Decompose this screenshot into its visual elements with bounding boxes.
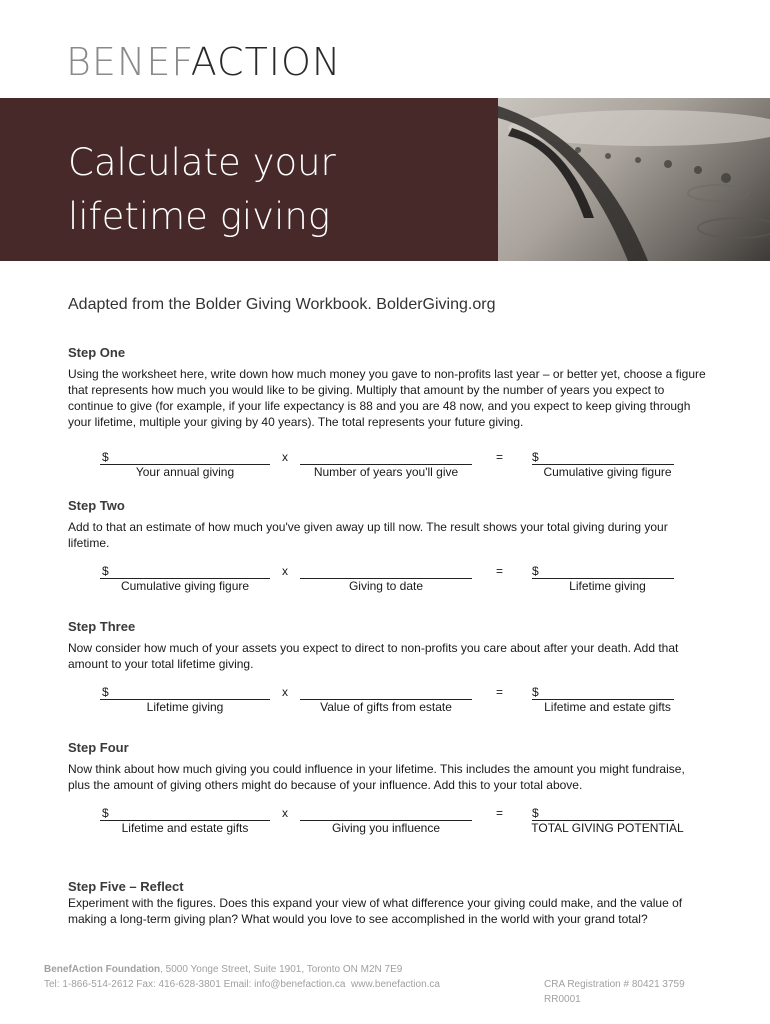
logo-part2: ACTION	[190, 40, 342, 84]
times-sign: x	[282, 806, 288, 820]
footer	[44, 962, 724, 1005]
step-one	[68, 345, 708, 430]
equals-sign: =	[496, 685, 504, 699]
dollar-sign: $	[102, 450, 109, 464]
lifetime-giving-field[interactable]	[532, 564, 674, 579]
title-line1: Calculate your	[68, 141, 336, 184]
field-label: Number of years you'll give	[313, 465, 459, 479]
step-heading: Step Five – Reflect	[68, 879, 184, 894]
step-text: Using the worksheet here, write down how much money you gave to non-profits last year – or better yet, choose a figure that represents how much you would like to be giving. Multiply that amount by the number of years you expect to continue to give (for example, if your life expectancy is 88 and you are 48 now, and you expect to keep giving through your lifetime, multiple your giving by 40 years). The total represents your future giving.	[68, 367, 706, 429]
calc-row-step-one	[100, 450, 700, 490]
equals-sign: =	[496, 806, 504, 820]
footer-org: BenefAction Foundation	[44, 964, 161, 975]
footer-contact: Tel: 1-866-514-2612 Fax: 416-628-3801 Email:	[44, 979, 255, 990]
field-label: Lifetime giving	[146, 700, 224, 714]
times-sign: x	[282, 450, 288, 464]
step-three	[68, 619, 708, 672]
lifetime-estate-gifts-field[interactable]	[100, 806, 270, 821]
cumulative-giving-field[interactable]	[532, 450, 674, 465]
field-label: Value of gifts from estate	[320, 700, 452, 714]
dollar-sign: $	[102, 685, 109, 699]
field-label: TOTAL GIVING POTENTIAL	[531, 821, 684, 835]
total-giving-potential-field[interactable]	[532, 806, 674, 821]
field-label: Lifetime and estate gifts	[544, 700, 671, 714]
field-label: Cumulative giving figure	[120, 579, 250, 593]
page-title	[68, 136, 488, 244]
times-sign: x	[282, 685, 288, 699]
cra-registration: CRA Registration # 80421 3759 RR0001	[544, 979, 685, 1005]
step-five	[68, 879, 708, 927]
dollar-sign: $	[532, 806, 539, 820]
equals-sign: =	[496, 450, 504, 464]
estate-gifts-field[interactable]	[300, 685, 472, 700]
email-link[interactable]: info@benefaction.ca	[254, 979, 346, 990]
title-line2: lifetime giving	[68, 195, 331, 238]
step-text: Now think about how much giving you could influence in your lifetime. This includes the amount you might fundraise, plus the amount of giving others might do because of your influence. Add this to your total above.	[68, 762, 685, 792]
lifetime-giving-field[interactable]	[100, 685, 270, 700]
header-banner	[0, 98, 770, 261]
step-text: Add to that an estimate of how much you've given away up till now. The result shows your total giving during your lifetime.	[68, 520, 668, 550]
dollar-sign: $	[532, 450, 539, 464]
equals-sign: =	[496, 564, 504, 578]
paddle-photo	[498, 98, 770, 261]
benefaction-logo	[66, 40, 341, 84]
step-heading: Step Two	[68, 498, 125, 513]
years-field[interactable]	[300, 450, 472, 465]
field-label: Cumulative giving figure	[543, 465, 672, 479]
step-four	[68, 740, 708, 793]
website-link[interactable]: www.benefaction.ca	[351, 979, 440, 990]
footer-address: , 5000 Yonge Street, Suite 1901, Toronto ON M2N 7E9	[160, 964, 403, 975]
step-text: Experiment with the figures. Does this expand your view of what difference your giving could make, and the value of making a long-term giving plan? What would you love to see accomplished in the world with your grand total?	[68, 896, 683, 926]
calc-row-step-four	[100, 806, 700, 846]
dollar-sign: $	[532, 564, 539, 578]
step-text: Now consider how much of your assets you expect to direct to non-profits you care about after your death. Add that amount to your total lifetime giving.	[68, 641, 679, 671]
giving-influence-field[interactable]	[300, 806, 472, 821]
paddle-image	[498, 98, 770, 261]
step-heading: Step One	[68, 345, 126, 360]
field-label: Giving you influence	[331, 821, 441, 835]
field-label: Your annual giving	[135, 465, 235, 479]
giving-to-date-field[interactable]	[300, 564, 472, 579]
dollar-sign: $	[102, 806, 109, 820]
dollar-sign: $	[532, 685, 539, 699]
annual-giving-field[interactable]	[100, 450, 270, 465]
cumulative-giving-field[interactable]	[100, 564, 270, 579]
dollar-sign: $	[102, 564, 109, 578]
subtitle: Adapted from the Bolder Giving Workbook. BolderGiving.org	[68, 296, 496, 313]
footer-address-line	[44, 962, 724, 977]
lifetime-estate-gifts-field[interactable]	[532, 685, 674, 700]
field-label: Giving to date	[348, 579, 424, 593]
field-label: Lifetime and estate gifts	[121, 821, 249, 835]
times-sign: x	[282, 564, 288, 578]
step-heading: Step Three	[68, 619, 136, 634]
step-heading: Step Four	[68, 740, 129, 755]
step-two	[68, 498, 708, 551]
calc-row-step-three	[100, 685, 700, 725]
calc-row-step-two	[100, 564, 700, 604]
logo-part1: BENEF	[66, 40, 191, 84]
field-label: Lifetime giving	[569, 579, 646, 593]
